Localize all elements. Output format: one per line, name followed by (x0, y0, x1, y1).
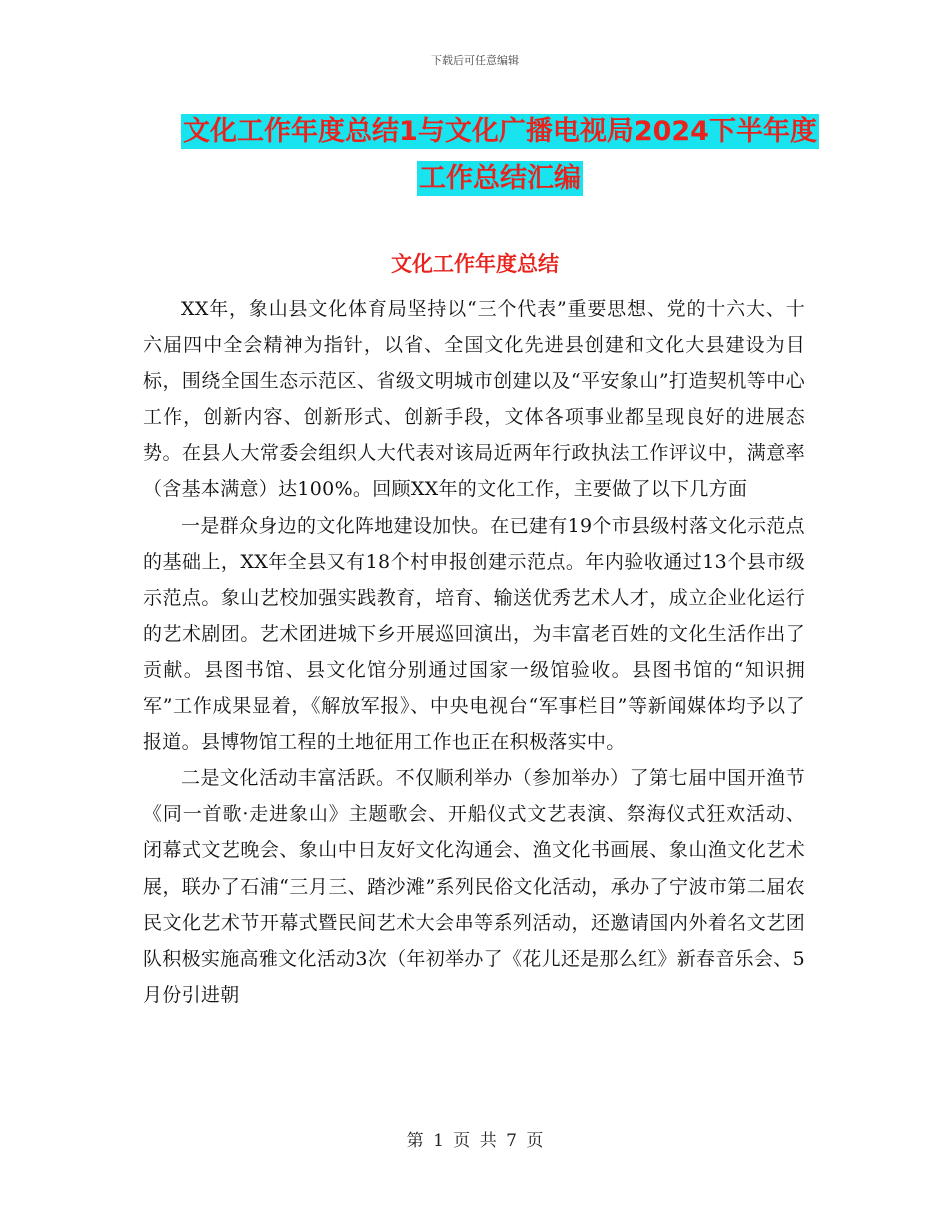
title-line-2: 工作总结汇编 (419, 163, 581, 194)
paragraph: 一是群众身边的文化阵地建设加快。在已建有19个市县级村落文化示范点的基础上，XX年全县又有18个村申报创建示范点。年内验收通过13个县市级示范点。象山艺校加强实践教育，培育、输送优秀艺术人才，成立企业化运行的艺术剧团。艺术团进城下乡开展巡回演出，为丰富老百姓的文化生活作出了贡献。县图书馆、县文化馆分别通过国家一级馆验收。县图书馆的“知识拥军”工作成果显着，《解放军报》、中央电视台“军事栏目”等新闻媒体均予以了报道。县博物馆工程的土地征用工作也正在积极落实中。 (143, 514, 805, 754)
paragraph: XX年，象山县文化体育局坚持以“三个代表”重要思想、党的十六大、十六届四中全会精神为指针，以省、全国文化先进县创建和文化大县建设为目标，围绕全国生态示范区、省级文明城市创建以及“平安象山”打造契机等中心工作，创新内容、创新形式、创新手段，文体各项事业都呈现良好的进展态势。在县人大常委会组织人大代表对该局近两年行政执法工作评议中，满意率（含基本满意）达100%。回顾XX年的文化工作，主要做了以下几方面 (143, 298, 805, 501)
document-title (140, 108, 860, 202)
header-note: 下载后可任意编辑 (431, 54, 519, 67)
title-line-1: 文化工作年度总结1与文化广播电视局2024下半年度 (183, 116, 817, 147)
page-number-footer: 第 1 页 共 7 页 (406, 1131, 544, 1151)
section-title: 文化工作年度总结 (391, 252, 559, 276)
body-text (143, 291, 805, 1013)
paragraph: 二是文化活动丰富活跃。不仅顺利举办（参加举办）了第七届中国开渔节《同一首歌·走进象山》主题歌会、开船仪式文艺表演、祭海仪式狂欢活动、闭幕式文艺晚会、象山中日友好文化沟通会、渔文化书画展、象山渔文化艺术展，联办了石浦“三月三、踏沙滩”系列民俗文化活动，承办了宁波市第二届农民文化艺术节开幕式暨民间艺术大会串等系列活动，还邀请国内外着名文艺团队积极实施高雅文化活动3次（年初举办了《花儿还是那么红》新春音乐会、5月份引进朝 (143, 767, 805, 1006)
